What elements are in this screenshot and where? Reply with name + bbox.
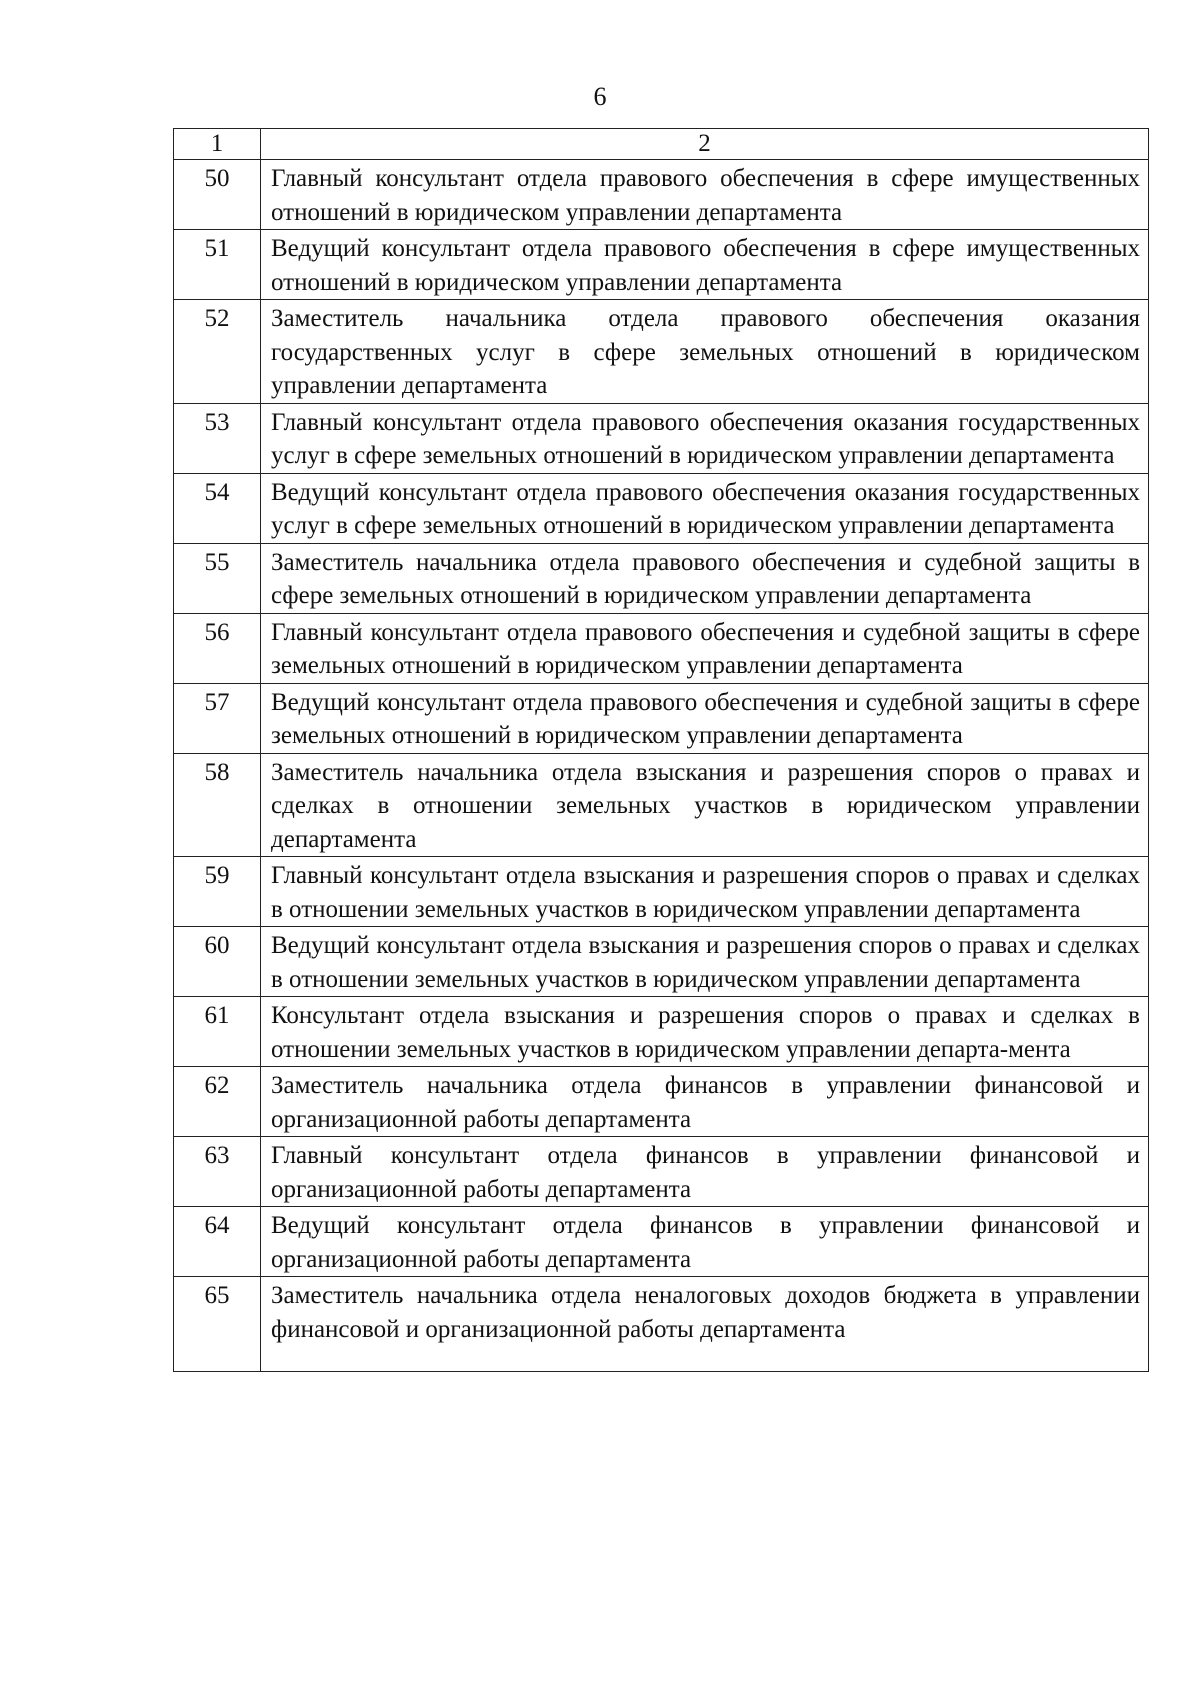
row-number: 61	[174, 997, 261, 1067]
table-row	[174, 753, 1149, 857]
table-row	[174, 857, 1149, 927]
row-number: 53	[174, 403, 261, 473]
row-number: 65	[174, 1277, 261, 1372]
row-number: 56	[174, 613, 261, 683]
position-title: Заместитель начальника отдела финансов в управлении финансовой и организационной работы департамента	[261, 1067, 1149, 1137]
position-title: Ведущий консультант отдела взыскания и разрешения споров о правах и сделках в отношении земельных участков в юридическом управлении департамента	[261, 927, 1149, 997]
position-title: Консультант отдела взыскания и разрешения споров о правах и сделках в отношении земельных участков в юридическом управлении департа-мента	[261, 997, 1149, 1067]
position-title: Заместитель начальника отдела взыскания и разрешения споров о правах и сделках в отношении земельных участков в юридическом управлении департамента	[261, 753, 1149, 857]
table-header-row	[174, 129, 1149, 160]
table-row	[174, 473, 1149, 543]
column-header-number: 1	[174, 129, 261, 160]
table-row	[174, 160, 1149, 230]
row-number: 57	[174, 683, 261, 753]
position-title: Заместитель начальника отдела правового обеспечения оказания государственных услуг в сфере земельных отношений в юридическом управлении департамента	[261, 300, 1149, 404]
row-number: 52	[174, 300, 261, 404]
table-row	[174, 543, 1149, 613]
row-number: 55	[174, 543, 261, 613]
table-row	[174, 1207, 1149, 1277]
position-title: Главный консультант отдела правового обеспечения в сфере имущественных отношений в юридическом управлении департамента	[261, 160, 1149, 230]
column-header-position: 2	[261, 129, 1149, 160]
row-number: 60	[174, 927, 261, 997]
row-number: 64	[174, 1207, 261, 1277]
row-number: 54	[174, 473, 261, 543]
row-number: 50	[174, 160, 261, 230]
table-row	[174, 1137, 1149, 1207]
row-number: 59	[174, 857, 261, 927]
position-title: Главный консультант отдела взыскания и разрешения споров о правах и сделках в отношении земельных участков в юридическом управлении департамента	[261, 857, 1149, 927]
positions-table	[173, 128, 1149, 1372]
table-row	[174, 683, 1149, 753]
table-row	[174, 997, 1149, 1067]
position-title: Ведущий консультант отдела правового обеспечения и судебной защиты в сфере земельных отношений в юридическом управлении департамента	[261, 683, 1149, 753]
position-title: Ведущий консультант отдела правового обеспечения оказания государственных услуг в сфере земельных отношений в юридическом управлении департамента	[261, 473, 1149, 543]
table-row	[174, 403, 1149, 473]
table-row	[174, 1277, 1149, 1372]
position-title: Ведущий консультант отдела финансов в управлении финансовой и организационной работы департамента	[261, 1207, 1149, 1277]
table-row	[174, 1067, 1149, 1137]
table-row	[174, 613, 1149, 683]
row-number: 58	[174, 753, 261, 857]
position-title: Главный консультант отдела правового обеспечения оказания государственных услуг в сфере земельных отношений в юридическом управлении департамента	[261, 403, 1149, 473]
row-number: 62	[174, 1067, 261, 1137]
row-number: 51	[174, 230, 261, 300]
row-number: 63	[174, 1137, 261, 1207]
position-title: Ведущий консультант отдела правового обеспечения в сфере имущественных отношений в юридическом управлении департамента	[261, 230, 1149, 300]
table-row	[174, 300, 1149, 404]
table-row	[174, 230, 1149, 300]
position-title: Заместитель начальника отдела неналоговых доходов бюджета в управлении финансовой и организационной работы департамента	[261, 1277, 1149, 1372]
table-row	[174, 927, 1149, 997]
page-number: 6	[593, 82, 607, 111]
position-title: Главный консультант отдела правового обеспечения и судебной защиты в сфере земельных отношений в юридическом управлении департамента	[261, 613, 1149, 683]
position-title: Заместитель начальника отдела правового обеспечения и судебной защиты в сфере земельных отношений в юридическом управлении департамента	[261, 543, 1149, 613]
position-title: Главный консультант отдела финансов в управлении финансовой и организационной работы департамента	[261, 1137, 1149, 1207]
